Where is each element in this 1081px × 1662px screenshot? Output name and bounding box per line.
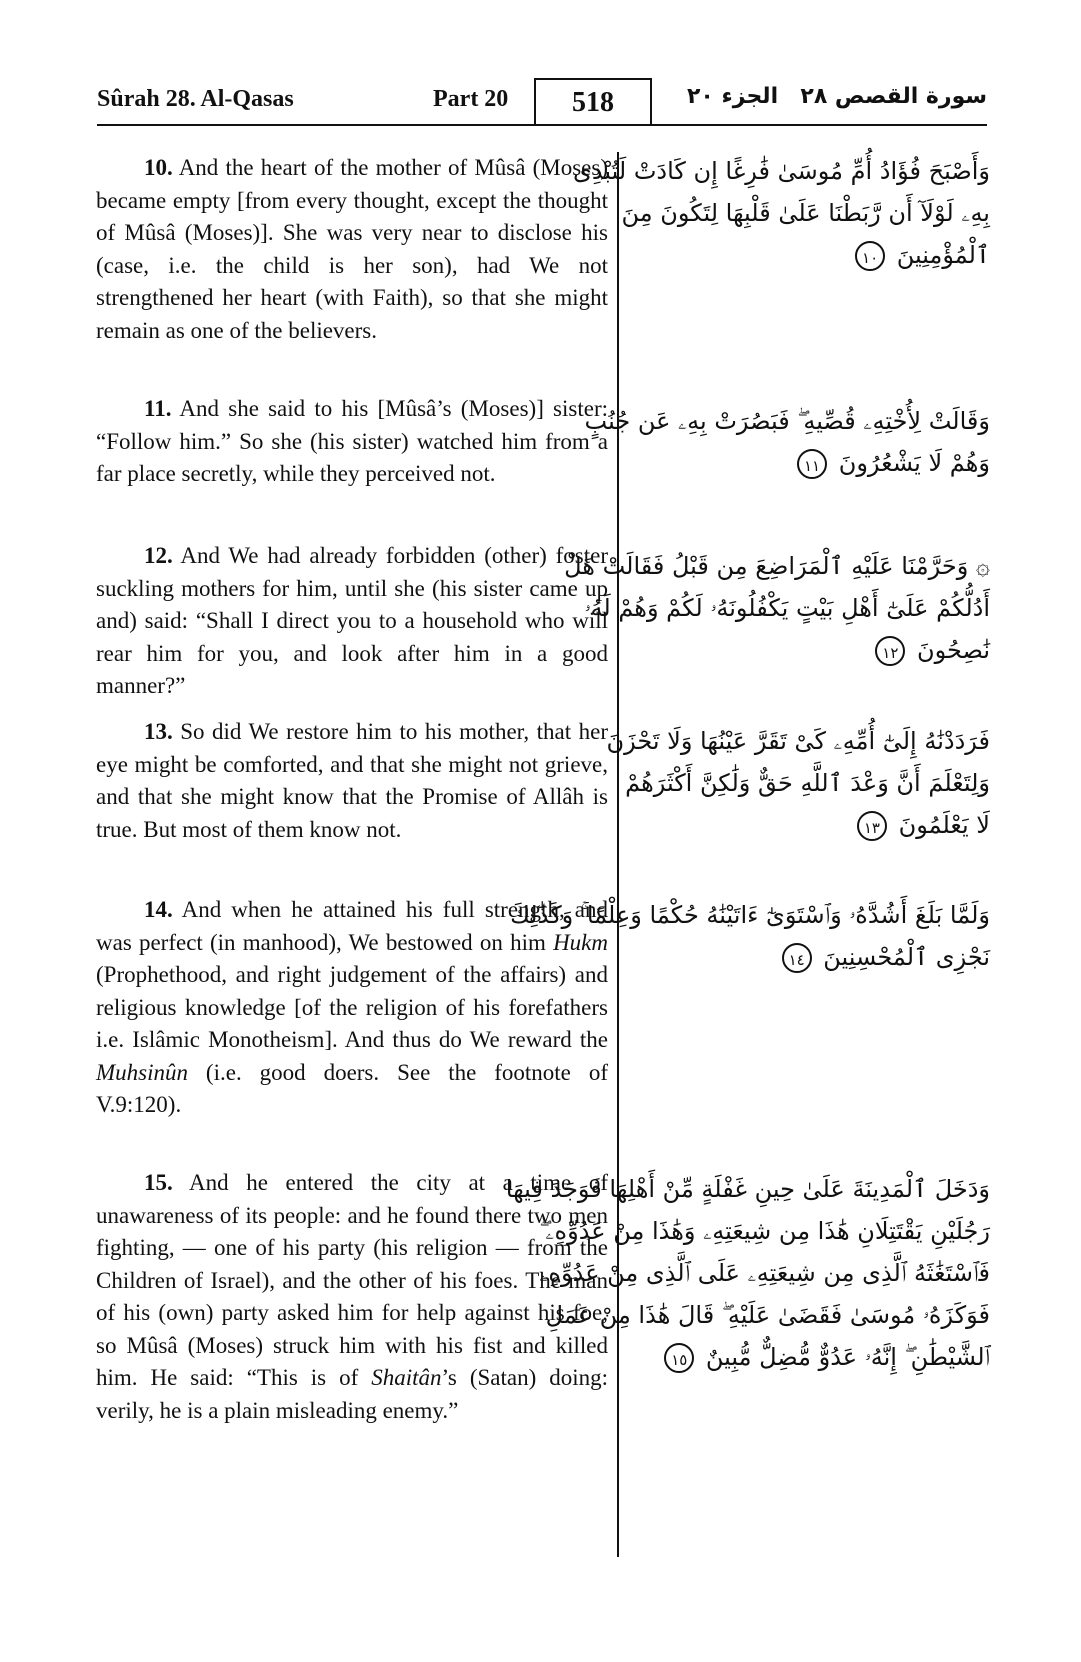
verse-10-english: [96, 152, 608, 347]
verse-text: And We had already forbidden (other) foster suckling mothers for him, until she (his sister came up and) said: “Shall I direct you to a household who will rear him for you, and look after him in a good manner?”: [96, 543, 609, 698]
arabic-line: [630, 629, 990, 671]
arabic-line: وَدَخَلَ ٱلْمَدِينَةَ عَلَىٰ حِينِ غَفْلَةٍ مِّنْ أَهْلِهَا فَوَجَدَ فِيهَا: [505, 1175, 990, 1203]
verse-12-arabic: [564, 545, 990, 671]
verse-number: 12.: [144, 543, 173, 568]
arabic-line: بِهِۦ لَوْلَآ أَن رَّبَطْنَا عَلَىٰ قَلْبِهَا لِتَكُونَ مِنَ: [621, 199, 990, 227]
verse-number: 10.: [144, 155, 173, 180]
arabic-line: فَٱسْتَغَٰثَهُ ٱلَّذِى مِن شِيعَتِهِۦ عَلَى ٱلَّذِى مِنْ عَدُوِّهِۦ: [539, 1259, 990, 1287]
page-header: [97, 78, 987, 126]
header-rule: [97, 124, 987, 126]
italic-term: Shaitân: [371, 1365, 442, 1390]
verse-text-part: And when he attained his full strength, and was perfect (in manhood), We bestowed on him: [96, 897, 608, 955]
ayah-marker: ١٤: [782, 943, 812, 973]
column-divider: [617, 152, 619, 1557]
arabic-line: ۞ وَحَرَّمْنَا عَلَيْهِ ٱلْمَرَاضِعَ مِن قَبْلُ فَقَالَتْ هَلْ: [564, 552, 990, 580]
italic-term: Hukm: [553, 929, 608, 955]
arabic-line: وَأَصْبَحَ فُؤَادُ أُمِّ مُوسَىٰ فَٰرِغًا إِن كَادَتْ لَتُبْدِى: [573, 157, 990, 185]
surah-title-en: Sûrah 28. Al-Qasas: [97, 86, 294, 112]
arabic-line: وَقَالَتْ لِأُخْتِهِۦ قُصِّيهِ ۖ فَبَصُرَتْ بِهِۦ عَن جُنُبٍ: [584, 407, 990, 435]
arabic-line: أَدُلُّكُمْ عَلَىٰٓ أَهْلِ بَيْتٍ يَكْفُلُونَهُۥ لَكُمْ وَهُمْ لَهُۥ: [584, 594, 990, 622]
verse-15-arabic: [505, 1168, 990, 1378]
page-number: 518: [534, 78, 652, 124]
verse-number: 13.: [144, 719, 173, 744]
verse-text: And the heart of the mother of Mûsâ (Moses) became empty [from every thought, except the thought of Mûsâ (Moses)]. She was very near to disclose his (case, i.e. the child is her son), had We not strengthened her heart (with Faith), so that she might remain as one of the believers.: [96, 155, 608, 343]
verse-text: And she said to his [Mûsâ’s (Moses)] sister: “Follow him.” So she (his sister) watched him from a far place secretly, while they perceived not.: [96, 396, 608, 486]
verse-10-arabic: [573, 150, 990, 276]
verse-13-english: [96, 716, 608, 846]
arabic-line: فَوَكَزَهُۥ مُوسَىٰ فَقَضَىٰ عَلَيْهِ ۖ قَالَ هَٰذَا مِنْ عَمَلِ: [545, 1301, 990, 1329]
arabic-line: [630, 442, 990, 484]
arabic-line-text: وَهُمْ لَا يَشْعُرُونَ: [838, 449, 990, 477]
verse-11-arabic: [584, 400, 990, 484]
verse-12-english: [96, 540, 608, 703]
ayah-marker: ١٢: [875, 636, 905, 666]
arabic-line: [630, 234, 990, 276]
arabic-line: [630, 936, 990, 978]
arabic-line-text: نَٰصِحُونَ: [916, 636, 990, 664]
ayah-marker: ١٣: [857, 811, 887, 841]
arabic-line-text: لَا يَعْلَمُونَ: [898, 811, 990, 839]
arabic-line: رَجُلَيْنِ يَقْتَتِلَانِ هَٰذَا مِن شِيعَتِهِۦ وَهَٰذَا مِنْ عَدُوِّهِۦ ۖ: [539, 1217, 990, 1245]
verse-text-part: (i.e. good doers. See the footnote of V.9:120).: [96, 1059, 608, 1117]
arabic-line: [630, 804, 990, 846]
verse-number: 11.: [144, 396, 172, 421]
verse-text-part: (Prophethood, and right judgement of the affairs) and religious knowledge [of the religion of his forefathers i.e. Islâmic Monotheism]. And thus do We reward the: [96, 962, 608, 1052]
verse-11-english: [96, 393, 608, 491]
arabic-line-text: ٱلشَّيْطَٰنِ ۖ إِنَّهُۥ عَدُوٌّ مُّضِلٌّ مُّبِينٌ: [705, 1343, 990, 1371]
italic-term: Muhsinûn: [96, 1059, 188, 1085]
arabic-line: وَلِتَعْلَمَ أَنَّ وَعْدَ ٱللَّهِ حَقٌّ وَلَٰكِنَّ أَكْثَرَهُمْ: [625, 769, 990, 797]
ayah-marker: ١٥: [664, 1343, 694, 1373]
verse-text-part: ’s (Satan) doing: verily, he is a plain misleading enemy.”: [96, 1365, 608, 1423]
surah-title-ar: سورة القصص ٢٨: [800, 84, 987, 109]
part-label-en: Part 20: [433, 86, 509, 112]
ayah-marker: ١٠: [855, 241, 885, 271]
verse-13-arabic: [606, 720, 990, 846]
verse-number: 14.: [144, 897, 173, 922]
verse-text: So did We restore him to his mother, that her eye might be comforted, and that she might not grieve, and that she might know that the Promise of Allâh is true. But most of them know not.: [96, 719, 608, 842]
arabic-line-text: ٱلْمُؤْمِنِينَ: [896, 241, 990, 269]
arabic-line: وَلَمَّا بَلَغَ أَشُدَّهُۥ وَٱسْتَوَىٰٓ ءَاتَيْنَٰهُ حُكْمًا وَعِلْمًا ۚ وَكَذَٰلِكَ: [510, 901, 990, 929]
verse-text-part: And he entered the city at a time of unawareness of its people: and he found there two men fighting, — one of his party (his religion — from the Children of Israel), and the other of his foes. The man of his (own) party asked him for help against his foe, so Mûsâ (Moses) struck him with his fist and killed him. He said: “This is of: [96, 1170, 608, 1390]
ayah-marker: ١١: [797, 449, 827, 479]
part-label-ar: الجزء ٢٠: [687, 84, 779, 109]
arabic-line: فَرَدَدْنَٰهُ إِلَىٰٓ أُمِّهِۦ كَىْ تَقَرَّ عَيْنُهَا وَلَا تَحْزَنَ: [606, 727, 990, 755]
arabic-line-text: نَجْزِى ٱلْمُحْسِنِينَ: [823, 943, 990, 971]
verse-number: 15.: [144, 1170, 173, 1195]
arabic-line: [630, 1336, 990, 1378]
